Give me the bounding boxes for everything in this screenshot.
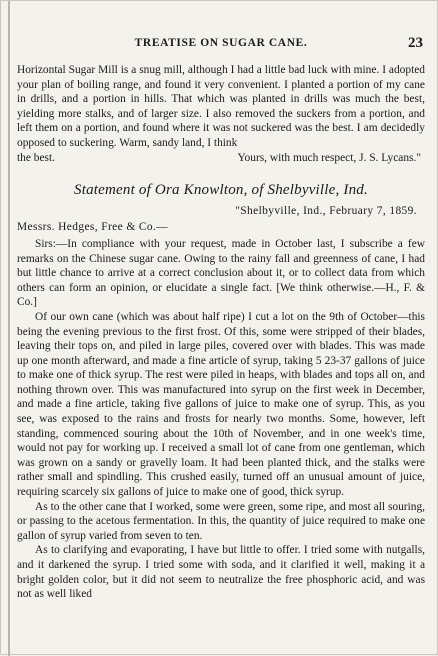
statement-paragraph: As to the other cane that I worked, some were green, some ripe, and most all souring, or passing to the acetous fermentation. In this, the quantity of juice required to make one gallon of syrup varied from seven to ten. [17,500,425,542]
letter-continuation: Horizontal Sugar Mill is a snug mill, although I had a little bad luck with mine. I adopted your plan of boiling range, and found it very convenient. I planted a portion of my cane in drills, and a portion in hills. That which was planted in drills was much the best, yielding more stalks, and of larger size. I also removed the suckers from a portion, and left them on a portion, and found where it was not suckered was the best. I am decidedly opposed to suckering. Warm, sandy land, I think [17,64,425,149]
statement-paragraph: As to clarifying and evaporating, I have but little to offer. I tried some with nutgalls, and it darkened the syrup. I tried some with soda, and it clarified it well, making it a bright golden color, but it did not seem to neutralize the free phosphoric acid, and was not as well liked [17,544,425,601]
statement-paragraph: Sirs:—In compliance with your request, made in October last, I subscribe a few remarks on the Chinese sugar cane. Owing to the rainy fall and greenness of cane, I had but little chance to arrive at a correct conclusion about it, or to collect data from which others can form an opinion, or elucidate a single fact. [We think otherwise.—H., F. & Co.] [17,237,425,309]
letter-closing [17,151,425,166]
statement-paragraph: Of our own cane (which was about half ripe) I cut a lot on the 9th of October—this being the evening previous to the first frost. Of this, some were stripped of their blades, leaving their tops on, and piled in large piles, covered over with blades. This was made up one month afterward, and made a fine article of syrup, taking 5 23-37 gallons of juice to make one of thick syrup. The rest were piled in heaps, with blades and tops all on, and nothing thrown over. This was manufactured into syrup on the first week in December, and made a fine article, taking five gallons of juice to make one of syrup. This, as you see, was exposed to the rains and frosts for nearly two months. Some, however, left standing, commenced souring about the 10th of November, and in one week's time, would not pay for working up. I received a small lot of cane from one gentleman, which was grown on a sandy or gravelly loam. It had been planted thick, and the stalks were rather small and spindling. This crushed easily, turned off an unusual amount of juice, requiring scarcely six gallons of juice to make one of good, thick syrup. [17,310,425,499]
closing-signature: Yours, with much respect, J. S. Lycans." [237,151,421,164]
running-head: TREATISE ON SUGAR CANE. [134,37,308,49]
closing-left: the best. [17,151,55,164]
statement-dateline: "Shelbyville, Ind., February 7, 1859. [235,204,417,217]
page-body [17,63,425,602]
page-header [19,37,423,55]
page-number: 23 [408,35,423,51]
page-spine-edge [8,1,10,656]
statement-title: Statement of Ora Knowlton, of Shelbyville, Ind. [74,182,368,199]
statement-address: Messrs. Hedges, Free & Co.— [17,221,168,234]
